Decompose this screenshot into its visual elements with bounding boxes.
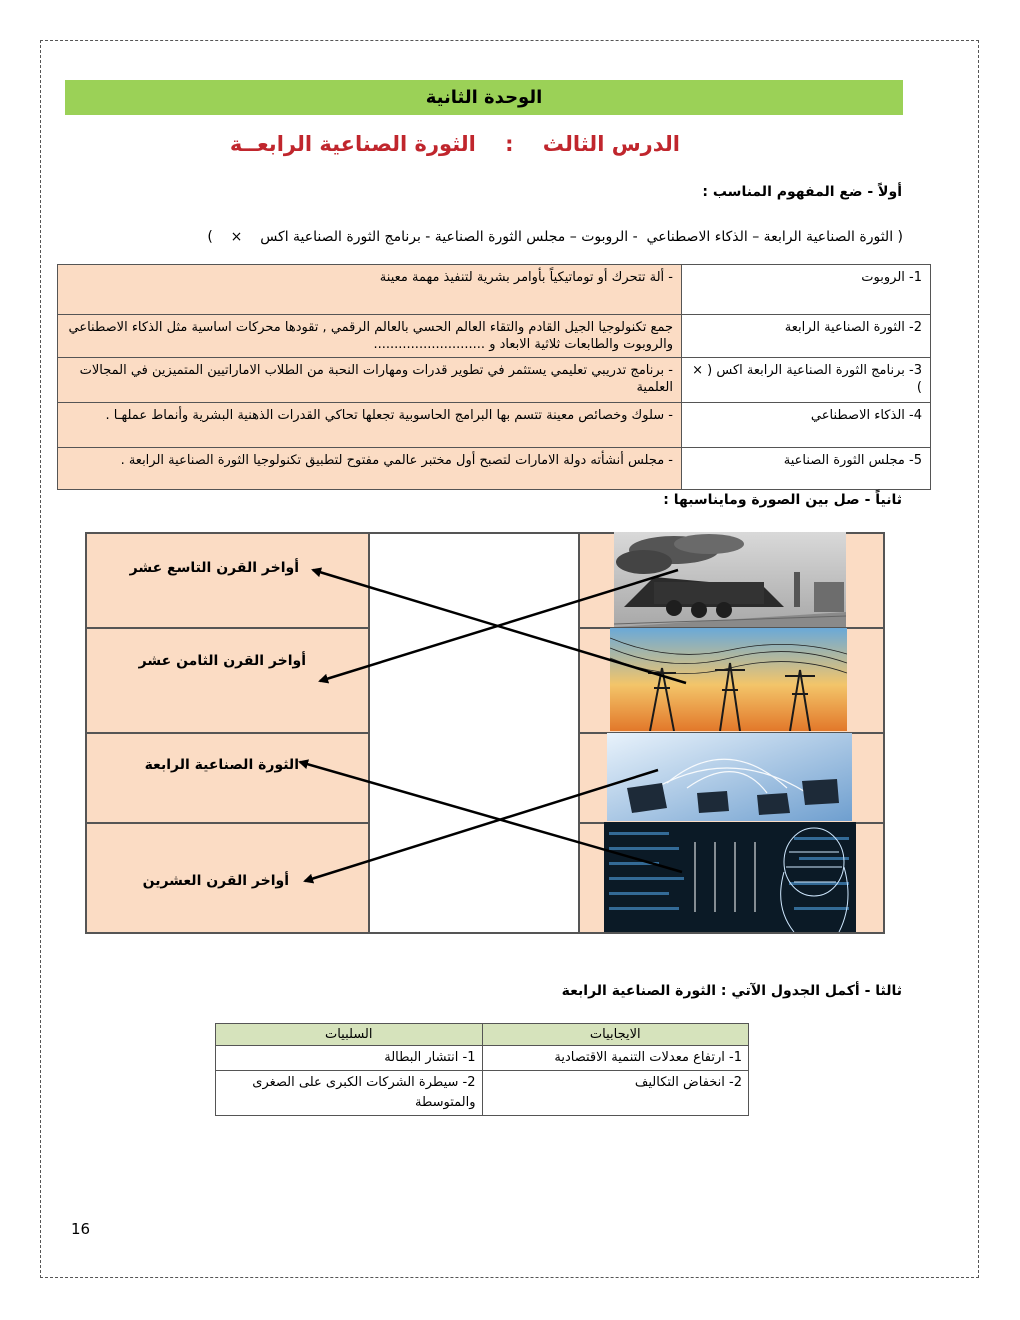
era-label-19th: أواخر القرن التاسع عشر [129, 560, 299, 576]
table-header-row [216, 1024, 749, 1046]
era-label-4ir: الثورة الصناعية الرابعة [144, 757, 299, 773]
table-row [216, 1071, 749, 1116]
definition-cell: جمع تكنولوجيا الجيل القادم والتقاء العالم الحسي بالعالم الرقمي , تقودها محركات اساسية مثل الذكاء الاصطناعي والروبوت والطابعات ثلاثية الابعاد و ........................... [58, 315, 682, 358]
definition-cell: - ألة تتحرك أو توماتيكياً بأوامر بشرية لتنفيذ مهمة معينة [58, 265, 682, 315]
positive-cell: 1- ارتفاع معدلات التنمية الاقتصادية [482, 1046, 749, 1071]
concept-list: ( الثورة الصناعية الرابعة – الذكاء الاصطناعي - الروبوت – مجلس الثورة الصناعية - برنامج الثورة الصناعية اكس × ) [207, 229, 903, 245]
definition-cell: - سلوك وخصائص معينة تتسم بها البرامج الحاسوبية تجعلها تحاكي القدرات الذهنية البشرية وأنماط عملهـا . [58, 403, 682, 448]
term-cell: 2- الثورة الصناعية الرابعة [682, 315, 931, 358]
era-label-18th: أواخر القرن الثامن عشر [138, 653, 306, 669]
term-cell: 5- مجلس الثورة الصناعية [682, 448, 931, 490]
arrow-humanoid-to-4ir [300, 762, 682, 872]
pros-cons-table [215, 1023, 749, 1116]
definition-cell: - برنامج تدريبي تعليمي يستثمر في تطوير قدرات ومهارات النحبة من الطلاب الاماراتيين المتميزين في المجالات العلمية [58, 358, 682, 403]
page-number: 16 [71, 1220, 91, 1238]
era-label-20th: أواخر القرن العشرين [142, 873, 289, 889]
arrow-laptops-to-20th [305, 770, 658, 881]
definition-cell: - مجلس أنشأته دولة الامارات لتصبح أول مختبر عالمي مفتوح لتطبيق تكنولوجيا الثورة الصناعية الرابعة . [58, 448, 682, 490]
lesson-title: الدرس الثالث : الثورة الصناعية الرابعــة [229, 132, 680, 156]
negative-cell: 2- سيطرة الشركات الكبرى على الصغرى والمتوسطة [216, 1071, 483, 1116]
unit-title: الوحدة الثانية [65, 80, 903, 115]
positive-cell: 2- انخفاض التكاليف [482, 1071, 749, 1116]
negatives-header: السلبيات [216, 1024, 483, 1046]
term-cell: 4- الذكاء الاصطناعي [682, 403, 931, 448]
section2-heading: ثانياً - صل بين الصورة ومايناسبها : [663, 492, 902, 508]
positives-header: الايجابيات [482, 1024, 749, 1046]
section3-heading: ثالثا - أكمل الجدول الآتي : الثورة الصناعية الرابعة [561, 983, 902, 999]
section1-heading: أولاً - ضع المفهوم المناسب : [702, 184, 902, 200]
term-cell: 3- برنامج الثورة الصناعية الرابعة اكس ( × ) [682, 358, 931, 403]
table-row [216, 1046, 749, 1071]
term-cell: 1- الروبوت [682, 265, 931, 315]
negative-cell: 1- انتشار البطالة [216, 1046, 483, 1071]
